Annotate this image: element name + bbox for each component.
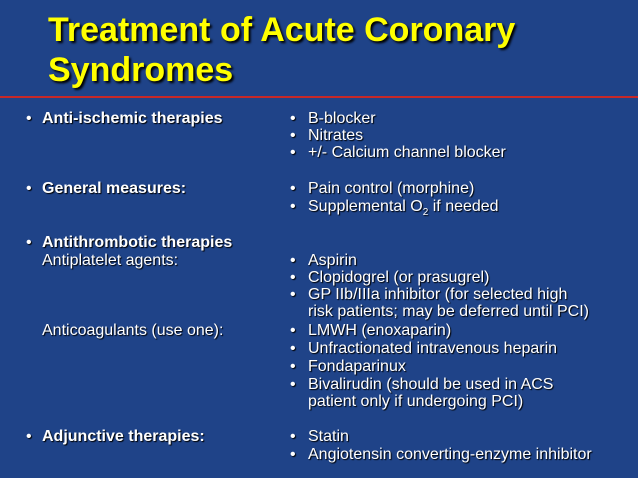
bullet: • (26, 180, 32, 197)
right-calcium: +/- Calcium channel blocker (308, 144, 506, 161)
bullet: • (290, 358, 296, 375)
left-antithrombotic: Antithrombotic therapies (42, 234, 233, 251)
left-antiplatelet: Antiplatelet agents: (42, 252, 179, 269)
bullet: • (26, 234, 32, 251)
right-clopidogrel: Clopidogrel (or prasugrel) (308, 269, 490, 286)
bullet: • (26, 110, 32, 127)
right-statin: Statin (308, 428, 349, 445)
bullet: • (26, 428, 32, 445)
oxygen-text: Supplemental O (308, 198, 423, 215)
right-b-blocker: B-blocker (308, 110, 376, 127)
bullet: • (290, 446, 296, 463)
right-aspirin: Aspirin (308, 252, 357, 269)
title-line-2: Syndromes (48, 51, 234, 89)
bullet: • (290, 144, 296, 161)
right-ace-inhibitor: Angiotensin converting-enzyme inhibitor (308, 446, 592, 463)
bullet: • (290, 198, 296, 215)
left-anti-ischemic: Anti-ischemic therapies (42, 110, 223, 127)
right-gp-line-1: GP IIb/IIIa inhibitor (for selected high (308, 286, 568, 303)
left-anticoagulants: Anticoagulants (use one): (42, 322, 224, 339)
right-oxygen (308, 198, 499, 219)
right-bivalirudin-line-2: patient only if undergoing PCI) (308, 393, 524, 410)
right-lmwh: LMWH (enoxaparin) (308, 322, 452, 339)
bullet: • (290, 110, 296, 127)
title-line-1: Treatment of Acute Coronary (48, 11, 516, 49)
right-pain-control: Pain control (morphine) (308, 180, 475, 197)
bullet: • (290, 127, 296, 144)
bullet: • (290, 376, 296, 393)
bullet: • (290, 428, 296, 445)
slide-title (48, 10, 628, 90)
bullet: • (290, 340, 296, 357)
bullet: • (290, 286, 296, 303)
bullet: • (290, 180, 296, 197)
right-gp-line-2: risk patients; may be deferred until PCI) (308, 303, 590, 320)
right-nitrates: Nitrates (308, 127, 364, 144)
right-ufh: Unfractionated intravenous heparin (308, 340, 558, 357)
left-general-measures: General measures: (42, 180, 187, 197)
left-adjunctive: Adjunctive therapies: (42, 428, 205, 445)
bullet: • (290, 252, 296, 269)
oxygen-subscript: 2 (422, 207, 429, 219)
oxygen-suffix: if needed (428, 198, 499, 215)
right-fondaparinux: Fondaparinux (308, 358, 406, 375)
bullet: • (290, 269, 296, 286)
right-bivalirudin-line-1: Bivalirudin (should be used in ACS (308, 376, 554, 393)
title-divider (0, 96, 638, 98)
bullet: • (290, 322, 296, 339)
